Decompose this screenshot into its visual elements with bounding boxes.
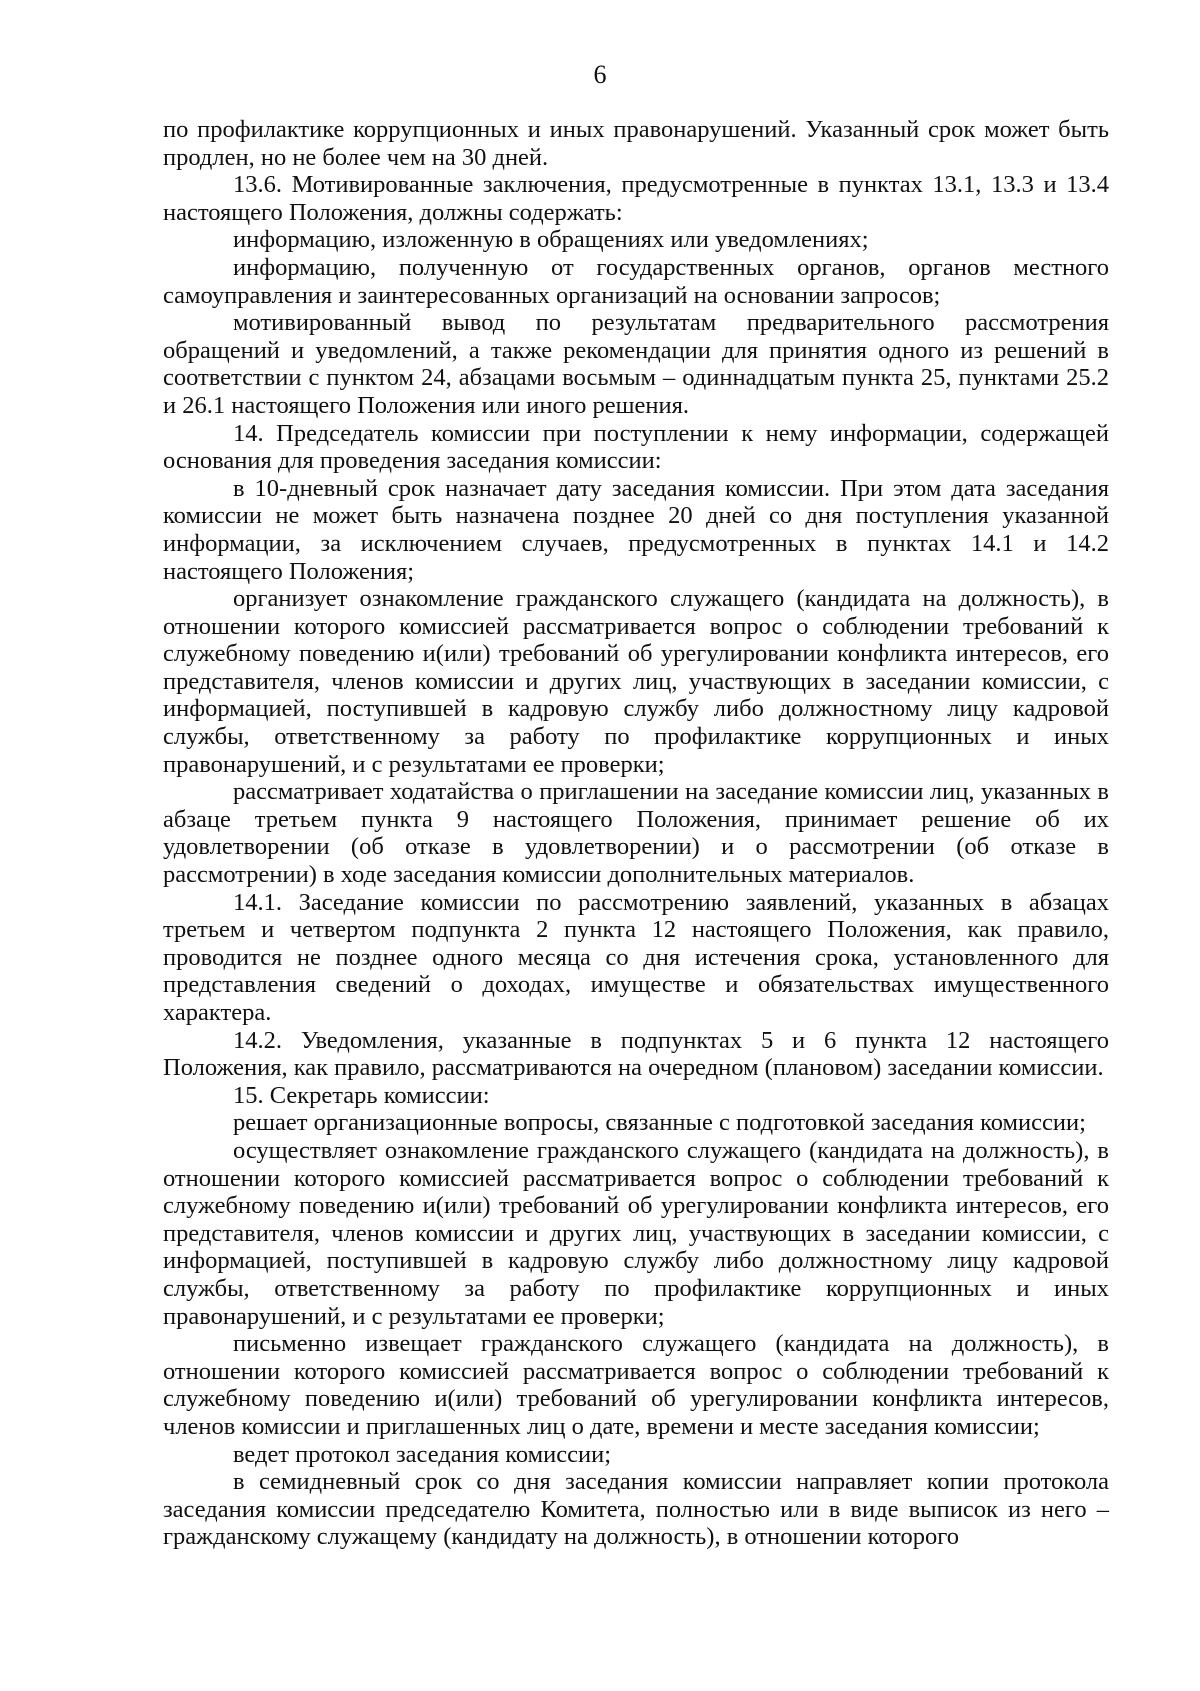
- paragraph-13-6-item-3: мотивированный вывод по результатам предварительного рассмотрения обращений и уведомлений, а также рекомендации для принятия одного из решений в соответствии с пунктом 24, абзацами восьмым – одиннадцатым пункта 25, пунктами 25.2 и 26.1 настоящего Положения или иного решения.: [163, 309, 1109, 419]
- paragraph-14: 14. Председатель комиссии при поступлении к нему информации, содержащей основания для проведения заседания комиссии:: [163, 419, 1109, 475]
- paragraph-13-6-item-2: информацию, полученную от государственных органов, органов местного самоуправления и заинтересованных организаций на основании запросов;: [163, 253, 1109, 309]
- paragraph-15-item-2: осуществляет ознакомление гражданского служащего (кандидата на должность), в отношении которого комиссией рассматривается вопрос о соблюдении требований к служебному поведению и(или) требований об урегулировании конфликта интересов, его представителя, членов комиссии и других лиц, участвующих в заседании комиссии, с информацией, поступившей в кадровую службу либо должностному лицу кадровой службы, ответственному за работу по профилактике коррупционных и иных правонарушений, и с результатами ее проверки;: [163, 1136, 1109, 1330]
- paragraph-15: 15. Секретарь комиссии:: [233, 1081, 490, 1109]
- paragraph-15-item-3: письменно извещает гражданского служащего (кандидата на должность), в отношении которого комиссией рассматривается вопрос о соблюдении требований к служебному поведению и(или) требований об урегулировании конфликта интересов, членов комиссии и приглашенных лиц о дате, времени и месте заседания комиссии;: [163, 1330, 1109, 1440]
- paragraph-13-6: 13.6. Мотивированные заключения, предусмотренные в пунктах 13.1, 13.3 и 13.4 настоящего Положения, должны содержать:: [163, 171, 1109, 226]
- paragraph-15-item-5: в семидневный срок со дня заседания комиссии направляет копии протокола заседания комиссии председателю Комитета, полностью или в виде выписок из него – гражданскому служащему (кандидату на должность), в отношении которого: [163, 1468, 1109, 1551]
- paragraph-14-1: 14.1. Заседание комиссии по рассмотрению заявлений, указанных в абзацах третьем и четвертом подпункта 2 пункта 12 настоящего Положения, как правило, проводится не позднее одного месяца со дня истечения срока, установленного для представления сведений о доходах, имуществе и обязательствах имущественного характера.: [163, 888, 1109, 1026]
- page-number: 6: [593, 60, 607, 89]
- paragraph-14-item-2: организует ознакомление гражданского служащего (кандидата на должность), в отношении которого комиссией рассматривается вопрос о соблюдении требований к служебному поведению и(или) требований об урегулировании конфликта интересов, его представителя, членов комиссии и других лиц, участвующих в заседании комиссии, с информацией, поступившей в кадровую службу либо должностному лицу кадровой службы, ответственному за работу по профилактике коррупционных и иных правонарушений, и с результатами ее проверки;: [163, 585, 1109, 778]
- paragraph-14-item-3: рассматривает ходатайства о приглашении на заседание комиссии лиц, указанных в абзаце третьем пункта 9 настоящего Положения, принимает решение об их удовлетворении (об отказе в удовлетворении) и о рассмотрении (об отказе в рассмотрении) в ходе заседания комиссии дополнительных материалов.: [163, 778, 1109, 889]
- paragraph-13-6-item-1: информацию, изложенную в обращениях или уведомлениях;: [233, 226, 869, 254]
- paragraph-15-item-4: ведет протокол заседания комиссии;: [233, 1440, 612, 1468]
- paragraph-15-item-1: решает организационные вопросы, связанные с подготовкой заседания комиссии;: [233, 1109, 1086, 1137]
- paragraph-14-item-1: в 10-дневный срок назначает дату заседания комиссии. При этом дата заседания комиссии не может быть назначена позднее 20 дней со дня поступления указанной информации, за исключением случаев, предусмотренных в пунктах 14.1 и 14.2 настоящего Положения;: [163, 474, 1109, 585]
- document-body: [163, 116, 1109, 1551]
- paragraph-14-2: 14.2. Уведомления, указанные в подпунктах 5 и 6 пункта 12 настоящего Положения, как правило, рассматриваются на очередном (плановом) заседании комиссии.: [163, 1026, 1109, 1082]
- paragraph-continuation: по профилактике коррупционных и иных правонарушений. Указанный срок может быть продлен, но не более чем на 30 дней.: [163, 116, 1109, 171]
